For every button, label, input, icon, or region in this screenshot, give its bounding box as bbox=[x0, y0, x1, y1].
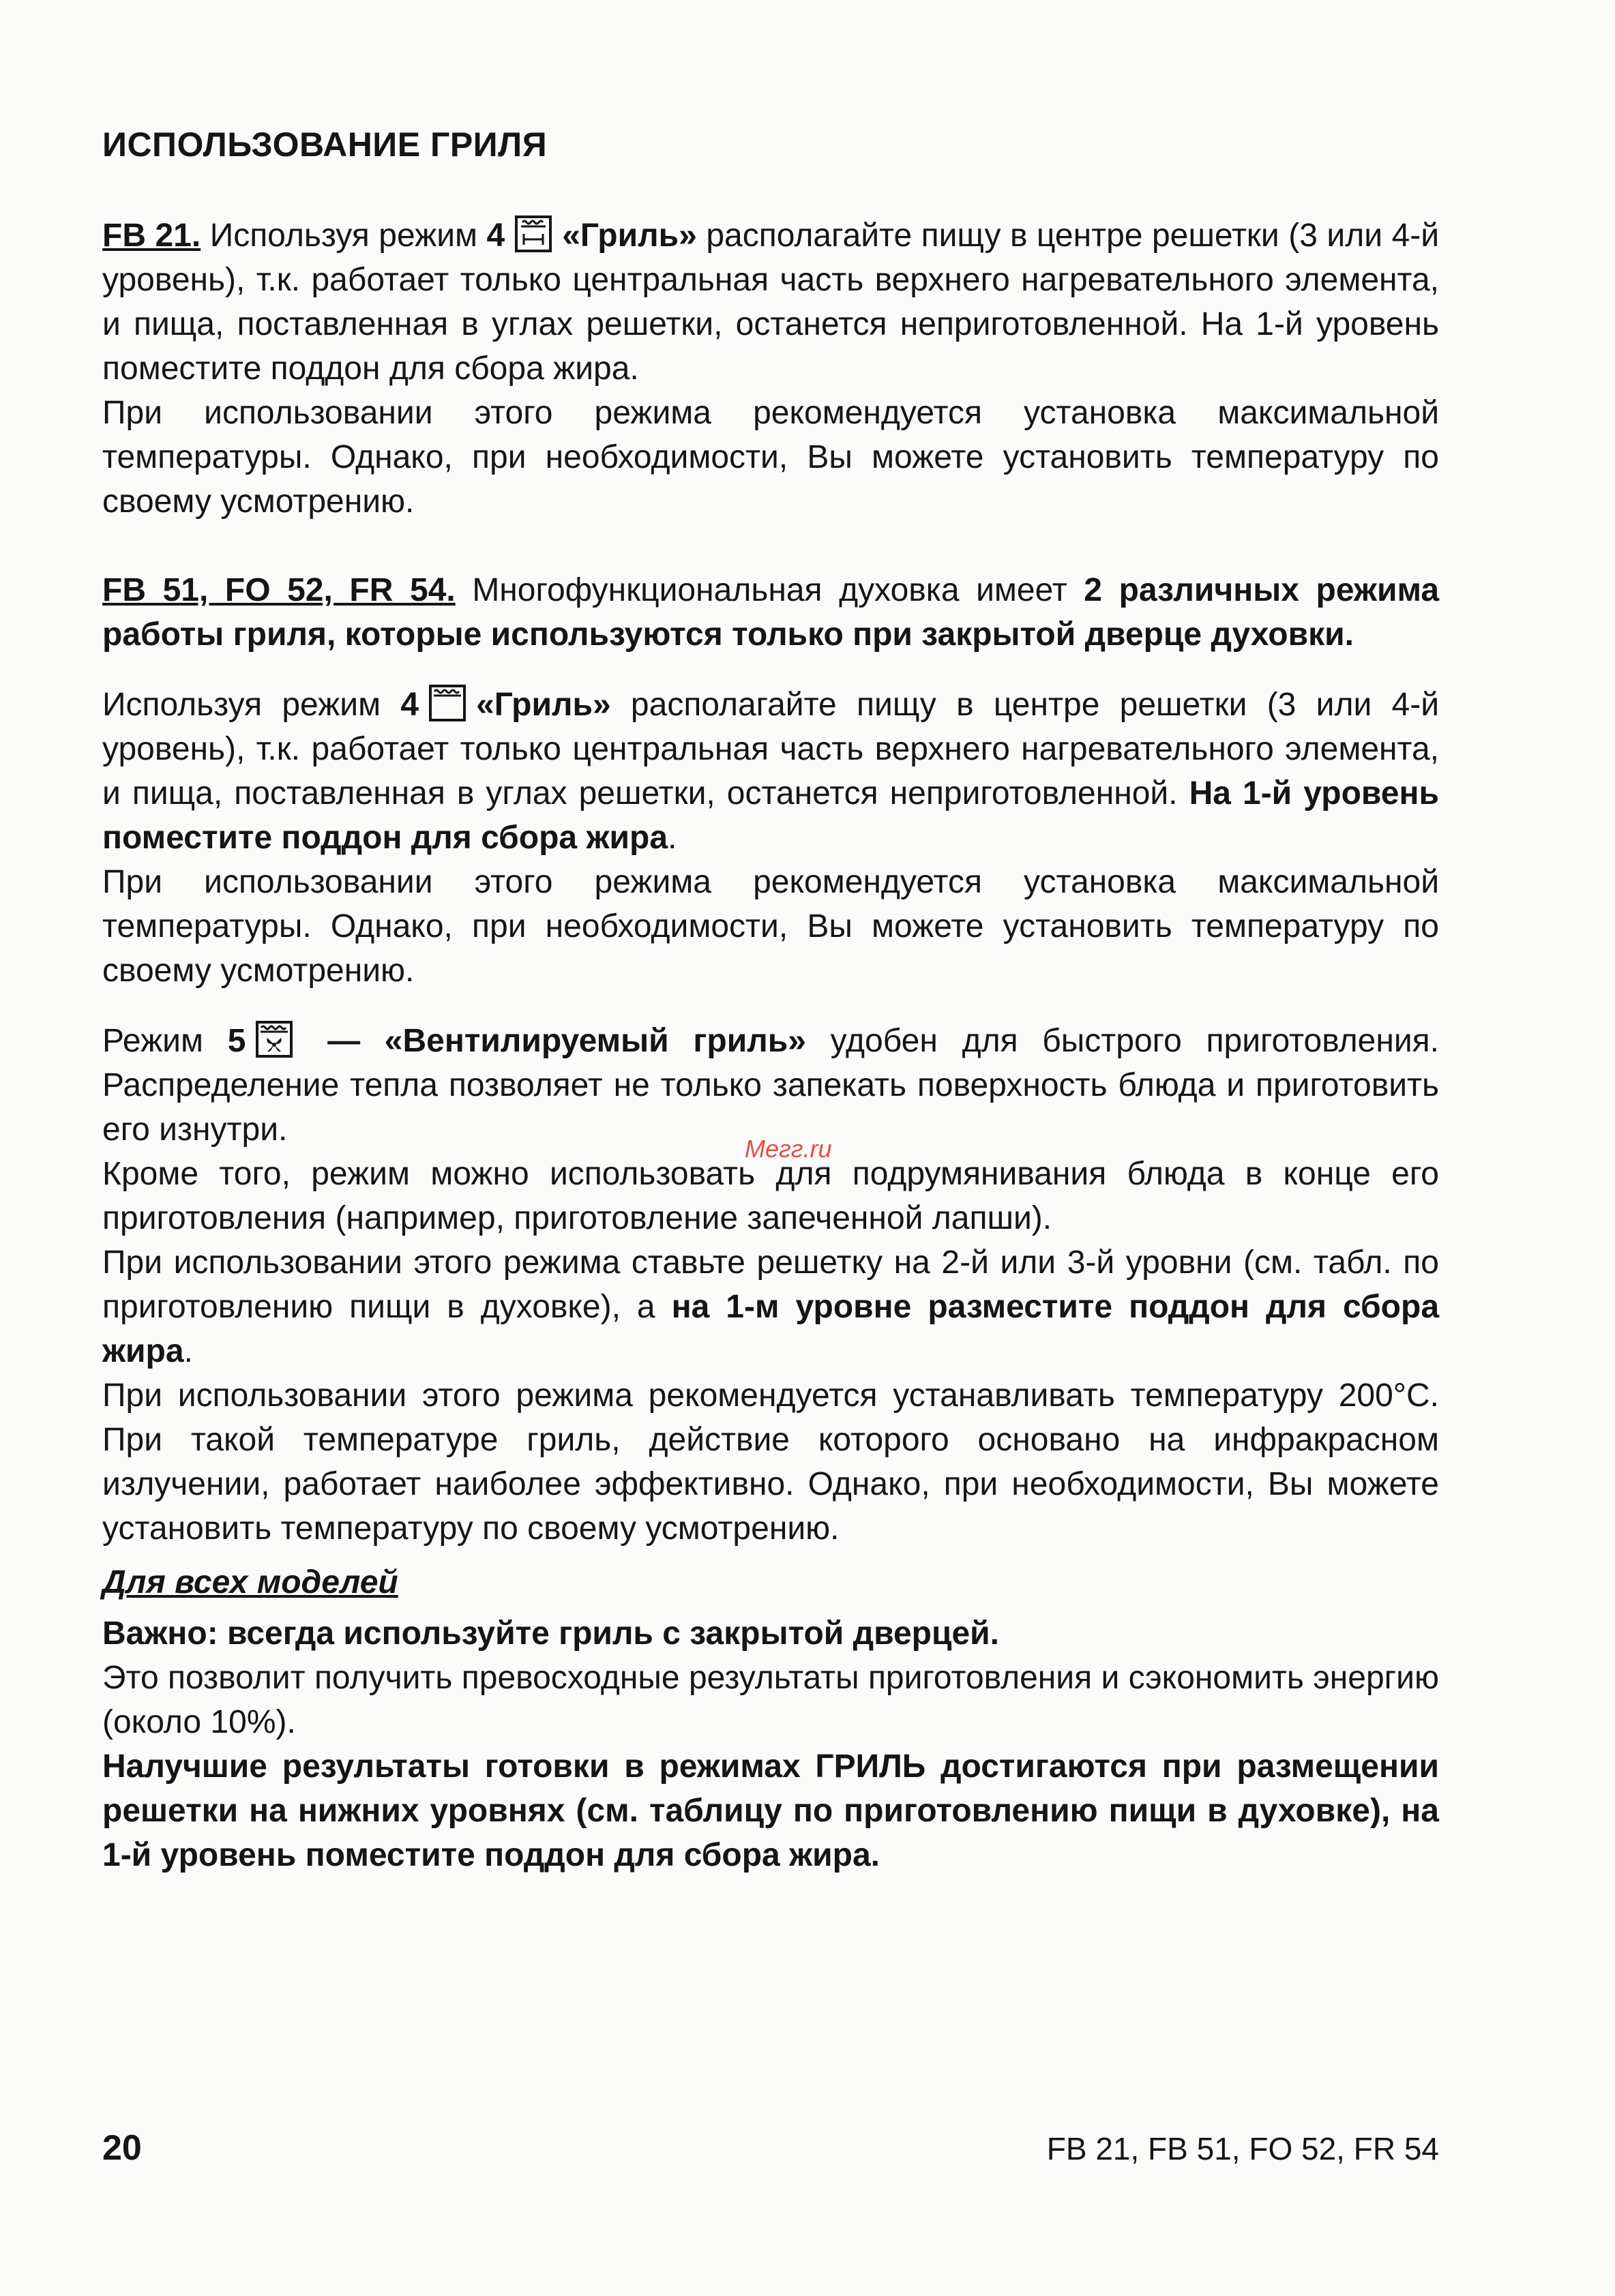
best-results-paragraph: Налучшие результаты готовки в режимах ГРИЛЬ достигаются при размещении решетки на нижних уровнях (см. таблицу по приготовлению пищи в духовке), на 1-й уровень поместите поддон для сбора жира. bbox=[102, 1748, 1439, 1873]
grill-mode-paragraph: Используя режим 4 «Гриль» располагайте пищу в центре решетки (3 или 4-й уровень), т.к. работает только центральная часть верхнего нагревательного элемента, и пища, поставленная в углах решетки, останется неприготовленной. На 1-й уровень поместите поддон для сбора жира. bbox=[102, 683, 1439, 860]
footer-models: FB 21, FB 51, FO 52, FR 54 bbox=[1046, 2131, 1439, 2166]
watermark: Мегг.ru bbox=[745, 1135, 832, 1163]
fan-grill-icon bbox=[255, 1020, 293, 1058]
grill-icon bbox=[428, 684, 466, 722]
document-page bbox=[102, 102, 1439, 1877]
mode-name: «Гриль» bbox=[562, 218, 697, 254]
page-footer bbox=[102, 2128, 1439, 2168]
fan-grill-paragraph: Режим 5 — «Вентилируемый гриль» удобен для быстрого приготовления. Распределение тепла позволяет не только запекать поверхность блюда и приготовить его изнутри. bbox=[102, 1019, 1439, 1152]
page-number: 20 bbox=[102, 2128, 142, 2168]
energy-paragraph: Это позволит получить превосходные результаты приготовления и сэкономить энергию (около 10%). bbox=[102, 1660, 1439, 1740]
fb21-paragraph-2: При использовании этого режима рекомендуется установка максимальной температуры. Однако, при необходимости, Вы можете установить температуру по своему усмотрению. bbox=[102, 395, 1439, 520]
all-models-heading: Для всех моделей bbox=[102, 1564, 398, 1600]
rack-paragraph: При использовании этого режима ставьте решетку на 2-й или 3-й уровни (см. табл. по приготовлению пищи в духовке), а на 1-м уровне разместите поддон для сбора жира. bbox=[102, 1244, 1440, 1369]
fb21-paragraph: FB 21. Используя режим 4 «Гриль» располагайте пищу в центре решетки (3 или 4-й уровень), т.к. работает только центральная часть верхнего нагревательного элемента, и пища, поставленная в углах решетки, останется неприготовленной. На 1-й уровень поместите поддон для сбора жира. bbox=[102, 213, 1439, 391]
browning-paragraph: Кроме того, режим можно использовать для подрумянивания блюда в конце его приготовления (например, приготовление запеченной лапши). bbox=[102, 1156, 1439, 1236]
grill-center-icon bbox=[514, 215, 552, 253]
fan-grill-temp-paragraph: При использовании этого режима рекомендуется устанавливать температуру 200°С. При такой температуре гриль, действие которого основано на инфракрасном излучении, работает наиболее эффективно. Однако, при необходимости, Вы можете установить температуру по своему усмотрению. bbox=[102, 1377, 1439, 1547]
multi-models-intro: FB 51, FO 52, FR 54. Многофункциональная духовка имеет 2 различных режима работы гриля, которые используются только при закрытой дверце духовки. bbox=[102, 572, 1440, 653]
model-label-fb21: FB 21. bbox=[102, 218, 201, 254]
important-note: Важно: всегда используйте гриль с закрытой дверцей. bbox=[102, 1615, 1000, 1652]
model-label-multi: FB 51, FO 52, FR 54. bbox=[102, 572, 456, 608]
page-title: ИСПОЛЬЗОВАНИЕ ГРИЛЯ bbox=[102, 125, 548, 164]
mode-number: 4 bbox=[486, 218, 505, 254]
grill-temp-paragraph: При использовании этого режима рекомендуется установка максимальной температуры. Однако, при необходимости, Вы можете установить температуру по своему усмотрению. bbox=[102, 864, 1439, 989]
